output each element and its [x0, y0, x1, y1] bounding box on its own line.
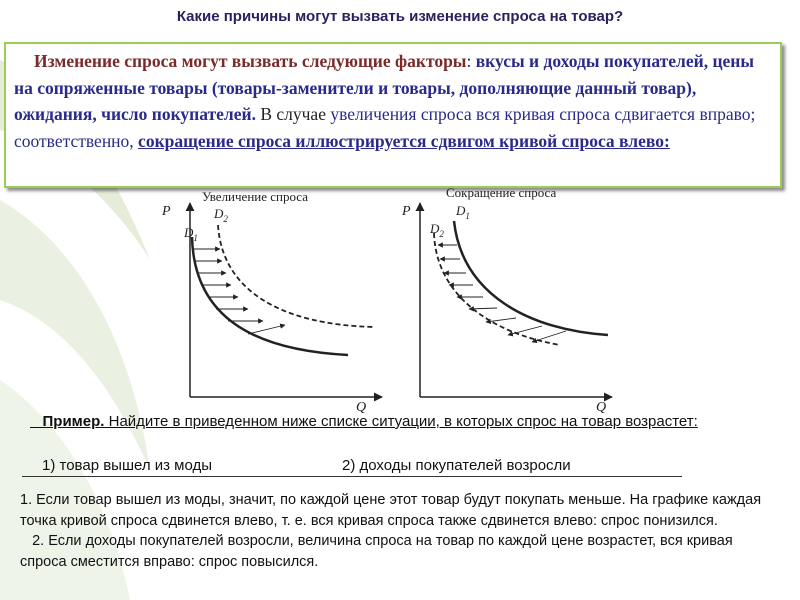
- intro-text: [14, 48, 774, 154]
- explanation-block: [20, 490, 780, 572]
- intro-increase-text: увеличения спроса вся кривая спроса сдвигается вправо; соответственно,: [14, 104, 756, 151]
- graph-demand-decrease: [390, 185, 630, 415]
- graph-right-caption: Сокращение спроса: [446, 185, 557, 200]
- graph-left-q-label: Q: [356, 400, 367, 415]
- graph-right-q-label: Q: [596, 400, 607, 415]
- explanation-paragraph-1: 1. Если товар вышел из моды, значит, по каждой цене этот товар будут покупать меньше. На графике каждая точка кривой спроса сдвинется влево, т. е. вся кривая спроса также сдвинется влево: спрос понизился.: [20, 492, 762, 529]
- graph-right-d1-label: $D_1$: [456, 203, 470, 221]
- explanation-paragraph-2: 2. Если доходы покупателей возросли, величина спроса на товар по каждой цене возрастет, вся кривая спроса сместится вправо: спрос повысился.: [20, 533, 737, 570]
- example-option-2: 2) доходы покупателей возросли: [342, 457, 571, 474]
- options-underline: [22, 476, 682, 477]
- page-title: Какие причины могут вызвать изменение спроса на товар?: [176, 8, 624, 25]
- graph-right-curve-d2: [434, 233, 560, 345]
- graph-demand-increase: [160, 185, 400, 415]
- graph-right-d2-label: $D_2$: [430, 221, 444, 239]
- graph-left-curve-d1: [192, 237, 348, 355]
- intro-colon: :: [466, 51, 476, 71]
- example-question: Найдите в приведенном ниже списке ситуации, в которых спрос на товар возрастет:: [104, 413, 698, 430]
- intro-decrease-text: сокращение спроса иллюстрируется сдвигом кривой спроса влево:: [138, 130, 670, 151]
- example-question-line: [30, 413, 698, 430]
- intro-in-case: В случае: [255, 104, 331, 124]
- graph-right-p-label: P: [402, 204, 411, 219]
- graph-left-d1-label: $D_1$: [184, 225, 198, 243]
- example-label: Пример.: [42, 413, 105, 430]
- intro-box: [4, 42, 782, 188]
- intro-lead: Изменение спроса могут вызвать следующие факторы: [34, 51, 467, 71]
- example-option-1: 1) товар вышел из моды: [42, 457, 213, 474]
- graph-left-d2-label: $D_2$: [214, 206, 228, 224]
- graph-left-p-label: P: [162, 204, 171, 219]
- graph-right-curve-d1: [454, 221, 608, 335]
- graph-left-curve-d2: [218, 225, 375, 327]
- example-block: [30, 412, 770, 431]
- intro-factors: вкусы и доходы покупателей, цены на сопряженные товары (товары-заменители и товары, дополняющие данный товар), ожидания, число покупателей.: [14, 51, 755, 124]
- graph-left-caption: Увеличение спроса: [202, 189, 309, 204]
